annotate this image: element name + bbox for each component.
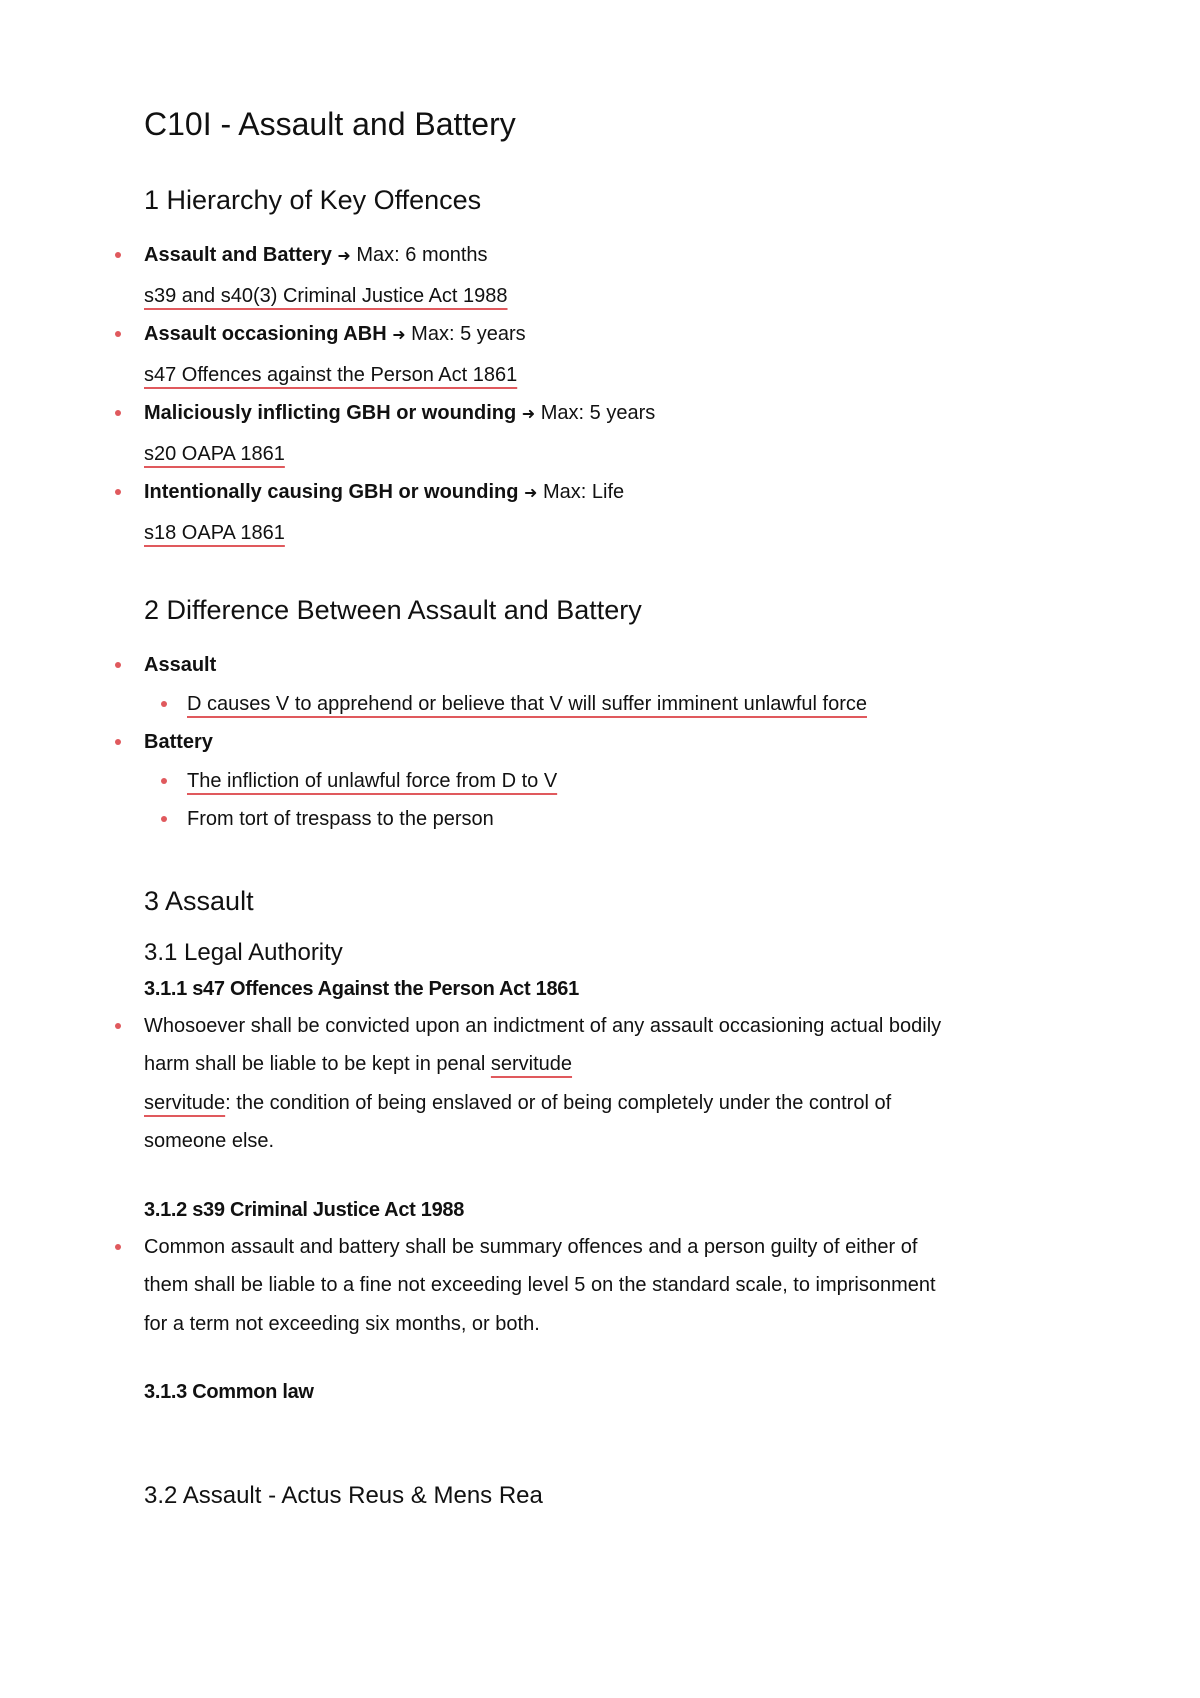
authority-text-line: them shall be liable to a fine not exceeding level 5 on the standard scale, to imprisonment	[144, 1274, 936, 1296]
offence-name: Maliciously inflicting GBH or wounding	[144, 402, 517, 424]
definition-term: servitude	[144, 1091, 226, 1114]
section-assault	[144, 883, 1080, 1513]
statute-reference: s18 OAPA 1861	[144, 521, 285, 544]
page-title: C10I - Assault and Battery	[144, 106, 516, 142]
assault-definition: D causes V to apprehend or believe that V will suffer imminent unlawful force	[187, 692, 867, 715]
list-item	[144, 473, 1080, 552]
statute-reference: s39 and s40(3) Criminal Justice Act 1988	[144, 284, 508, 307]
list-item	[144, 1007, 1080, 1161]
list-item	[187, 762, 1080, 801]
authority-list	[144, 1228, 1080, 1344]
arrow-icon: ➜	[521, 406, 536, 423]
battery-origin: From tort of trespass to the person	[187, 808, 494, 830]
section-hierarchy	[144, 182, 1080, 552]
statute-reference: s47 Offences against the Person Act 1861	[144, 363, 518, 386]
servitude-term: servitude	[490, 1053, 573, 1075]
authority-heading-common-law: 3.1.3 Common law	[144, 1381, 314, 1403]
battery-definition: The infliction of unlawful force from D to V	[187, 769, 558, 792]
battery-label: Battery	[144, 731, 213, 753]
statute-reference: s20 OAPA 1861	[144, 442, 285, 465]
authority-text-line: Whosoever shall be convicted upon an indictment of any assault occasioning actual bodily	[144, 1014, 942, 1037]
authority-list	[144, 1007, 1080, 1161]
authority-text-line: Common assault and battery shall be summary offences and a person guilty of either of	[144, 1235, 918, 1258]
authority-heading-s39: 3.1.2 s39 Criminal Justice Act 1988	[144, 1198, 465, 1221]
authority-s47	[144, 975, 1080, 1161]
difference-list	[144, 646, 1080, 839]
list-item	[144, 1228, 1080, 1344]
offence-name: Intentionally causing GBH or wounding	[144, 481, 519, 503]
list-item-battery	[144, 723, 1080, 839]
offence-max: Max: 5 years	[405, 323, 526, 345]
list-item-assault	[144, 646, 1080, 723]
definition-text: : the condition of being enslaved or of being completely under the control of	[225, 1091, 892, 1114]
subsection-heading-3-2: 3.2 Assault - Actus Reus & Mens Rea	[144, 1482, 543, 1509]
blank-space	[144, 1410, 1080, 1480]
authority-text-line: harm shall be liable to be kept in penal	[144, 1053, 491, 1075]
section-heading-1: 1 Hierarchy of Key Offences	[144, 185, 482, 215]
subsection-heading-3-1: 3.1 Legal Authority	[144, 938, 343, 966]
arrow-icon: ➜	[524, 485, 538, 502]
offence-list	[144, 236, 1080, 552]
list-item	[144, 315, 1080, 394]
section-heading-3: 3 Assault	[144, 885, 254, 916]
arrow-icon: ➜	[337, 248, 351, 265]
offence-name: Assault and Battery	[144, 244, 332, 266]
offence-max: Max: 5 years	[535, 402, 656, 424]
section-difference	[144, 592, 1080, 839]
offence-max: Max: 6 months	[350, 244, 488, 266]
offence-max: Max: Life	[537, 481, 625, 503]
list-item	[144, 236, 1080, 315]
authority-text-line: for a term not exceeding six months, or both.	[144, 1312, 540, 1335]
authority-heading-s47: 3.1.1 s47 Offences Against the Person Act 1861	[144, 977, 579, 1000]
list-item	[144, 394, 1080, 473]
arrow-icon: ➜	[392, 327, 406, 344]
assault-label: Assault	[144, 654, 217, 676]
battery-points	[187, 762, 1080, 839]
authority-s39	[144, 1196, 1080, 1344]
offence-name: Assault occasioning ABH	[144, 323, 387, 345]
section-heading-2: 2 Difference Between Assault and Battery	[144, 595, 642, 625]
definition-text: someone else.	[144, 1130, 275, 1152]
list-item	[187, 685, 1080, 724]
assault-points	[187, 685, 1080, 724]
list-item	[187, 800, 1080, 839]
